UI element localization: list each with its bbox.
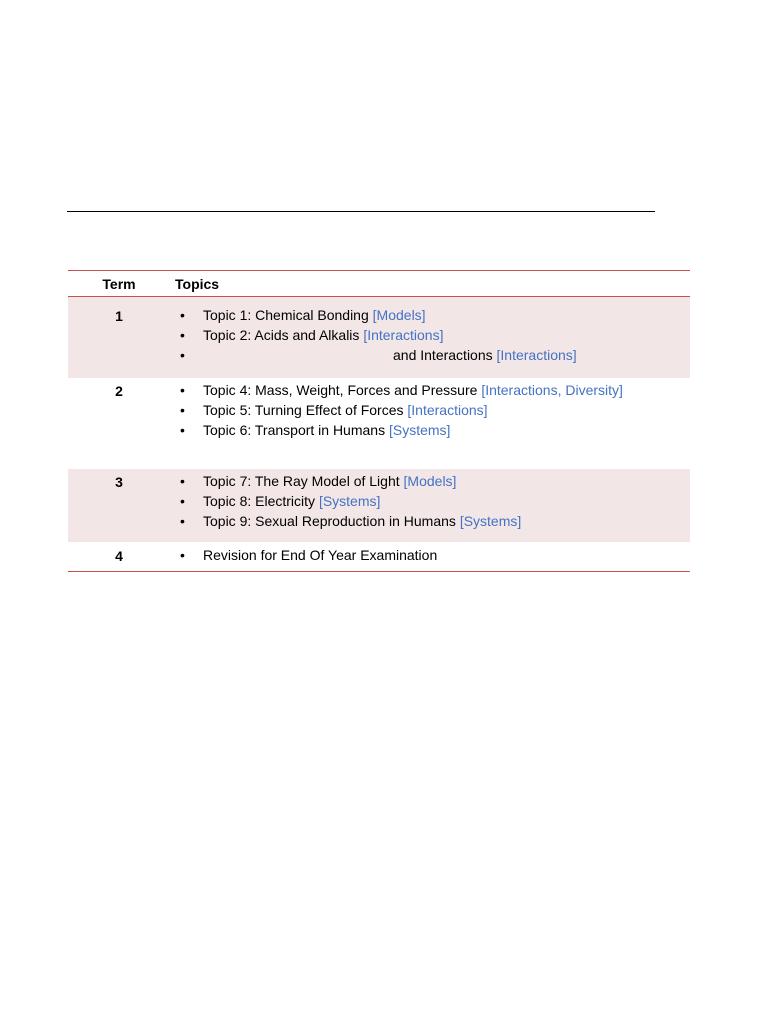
topic-text: Topic 7: The Ray Model of Light	[203, 473, 404, 489]
topic-tag: [Interactions, Diversity]	[481, 382, 623, 398]
list-item	[175, 420, 690, 440]
term-number: 2	[115, 383, 123, 399]
list-item	[175, 471, 690, 491]
bullet-icon: •	[180, 327, 185, 343]
table-header	[68, 271, 690, 297]
bullet-icon: •	[180, 547, 185, 563]
table-row	[68, 542, 690, 571]
term-schedule-table	[68, 270, 690, 572]
list-item	[175, 305, 690, 325]
topic-tag: [Systems]	[459, 513, 522, 529]
topic-list-cell	[170, 545, 690, 571]
bullet-icon: •	[180, 493, 185, 509]
bullet-icon: •	[180, 513, 185, 529]
horizontal-rule	[67, 211, 655, 212]
topic-text: Topic 8: Electricity	[203, 493, 319, 509]
topic-text: Topic 4: Mass, Weight, Forces and Pressure	[203, 382, 482, 398]
bullet-icon: •	[180, 402, 185, 418]
topic-text: Topic 2: Acids and Alkalis	[203, 327, 364, 343]
topic-text: Topic 1: Chemical Bonding	[203, 307, 373, 323]
term-number: 1	[115, 308, 123, 324]
header-topics: Topics	[175, 275, 220, 292]
header-term: Term	[102, 275, 136, 292]
topic-text: Topic 9: Sexual Reproduction in Humans	[203, 513, 460, 529]
list-item	[175, 491, 690, 511]
topic-tag: [Interactions]	[407, 402, 488, 418]
term-number: 4	[115, 548, 123, 564]
bullet-icon: •	[180, 382, 185, 398]
list-item	[175, 345, 690, 365]
topic-tag: [Systems]	[388, 422, 451, 438]
list-item	[175, 400, 690, 420]
topic-list-cell	[170, 305, 690, 378]
topic-tag: [Interactions]	[363, 327, 444, 343]
bullet-icon: •	[180, 473, 185, 489]
topic-text: Topic 6: Transport in Humans	[203, 422, 389, 438]
topic-list-cell	[170, 471, 690, 542]
table-row	[68, 378, 690, 469]
list-item	[175, 545, 690, 565]
topic-text: Revision for End Of Year Examination	[203, 547, 438, 563]
topic-tag: [Models]	[403, 473, 457, 489]
list-item	[175, 325, 690, 345]
topic-list-cell	[170, 380, 690, 469]
topic-list	[175, 380, 690, 440]
bullet-icon: •	[180, 347, 185, 363]
list-item	[175, 380, 690, 400]
table-row	[68, 297, 690, 378]
topic-text: and Interactions	[393, 347, 497, 363]
list-item	[175, 511, 690, 531]
bullet-icon: •	[180, 307, 185, 323]
topic-text: Topic 5: Turning Effect of Forces	[203, 402, 408, 418]
topic-list	[175, 545, 690, 565]
term-number: 3	[115, 474, 123, 490]
bullet-icon: •	[180, 422, 185, 438]
topic-list	[175, 305, 690, 365]
topic-tag: [Interactions]	[496, 347, 577, 363]
topic-tag: [Systems]	[318, 493, 381, 509]
table-row	[68, 469, 690, 542]
topic-list	[175, 471, 690, 531]
topic-tag: [Models]	[372, 307, 426, 323]
